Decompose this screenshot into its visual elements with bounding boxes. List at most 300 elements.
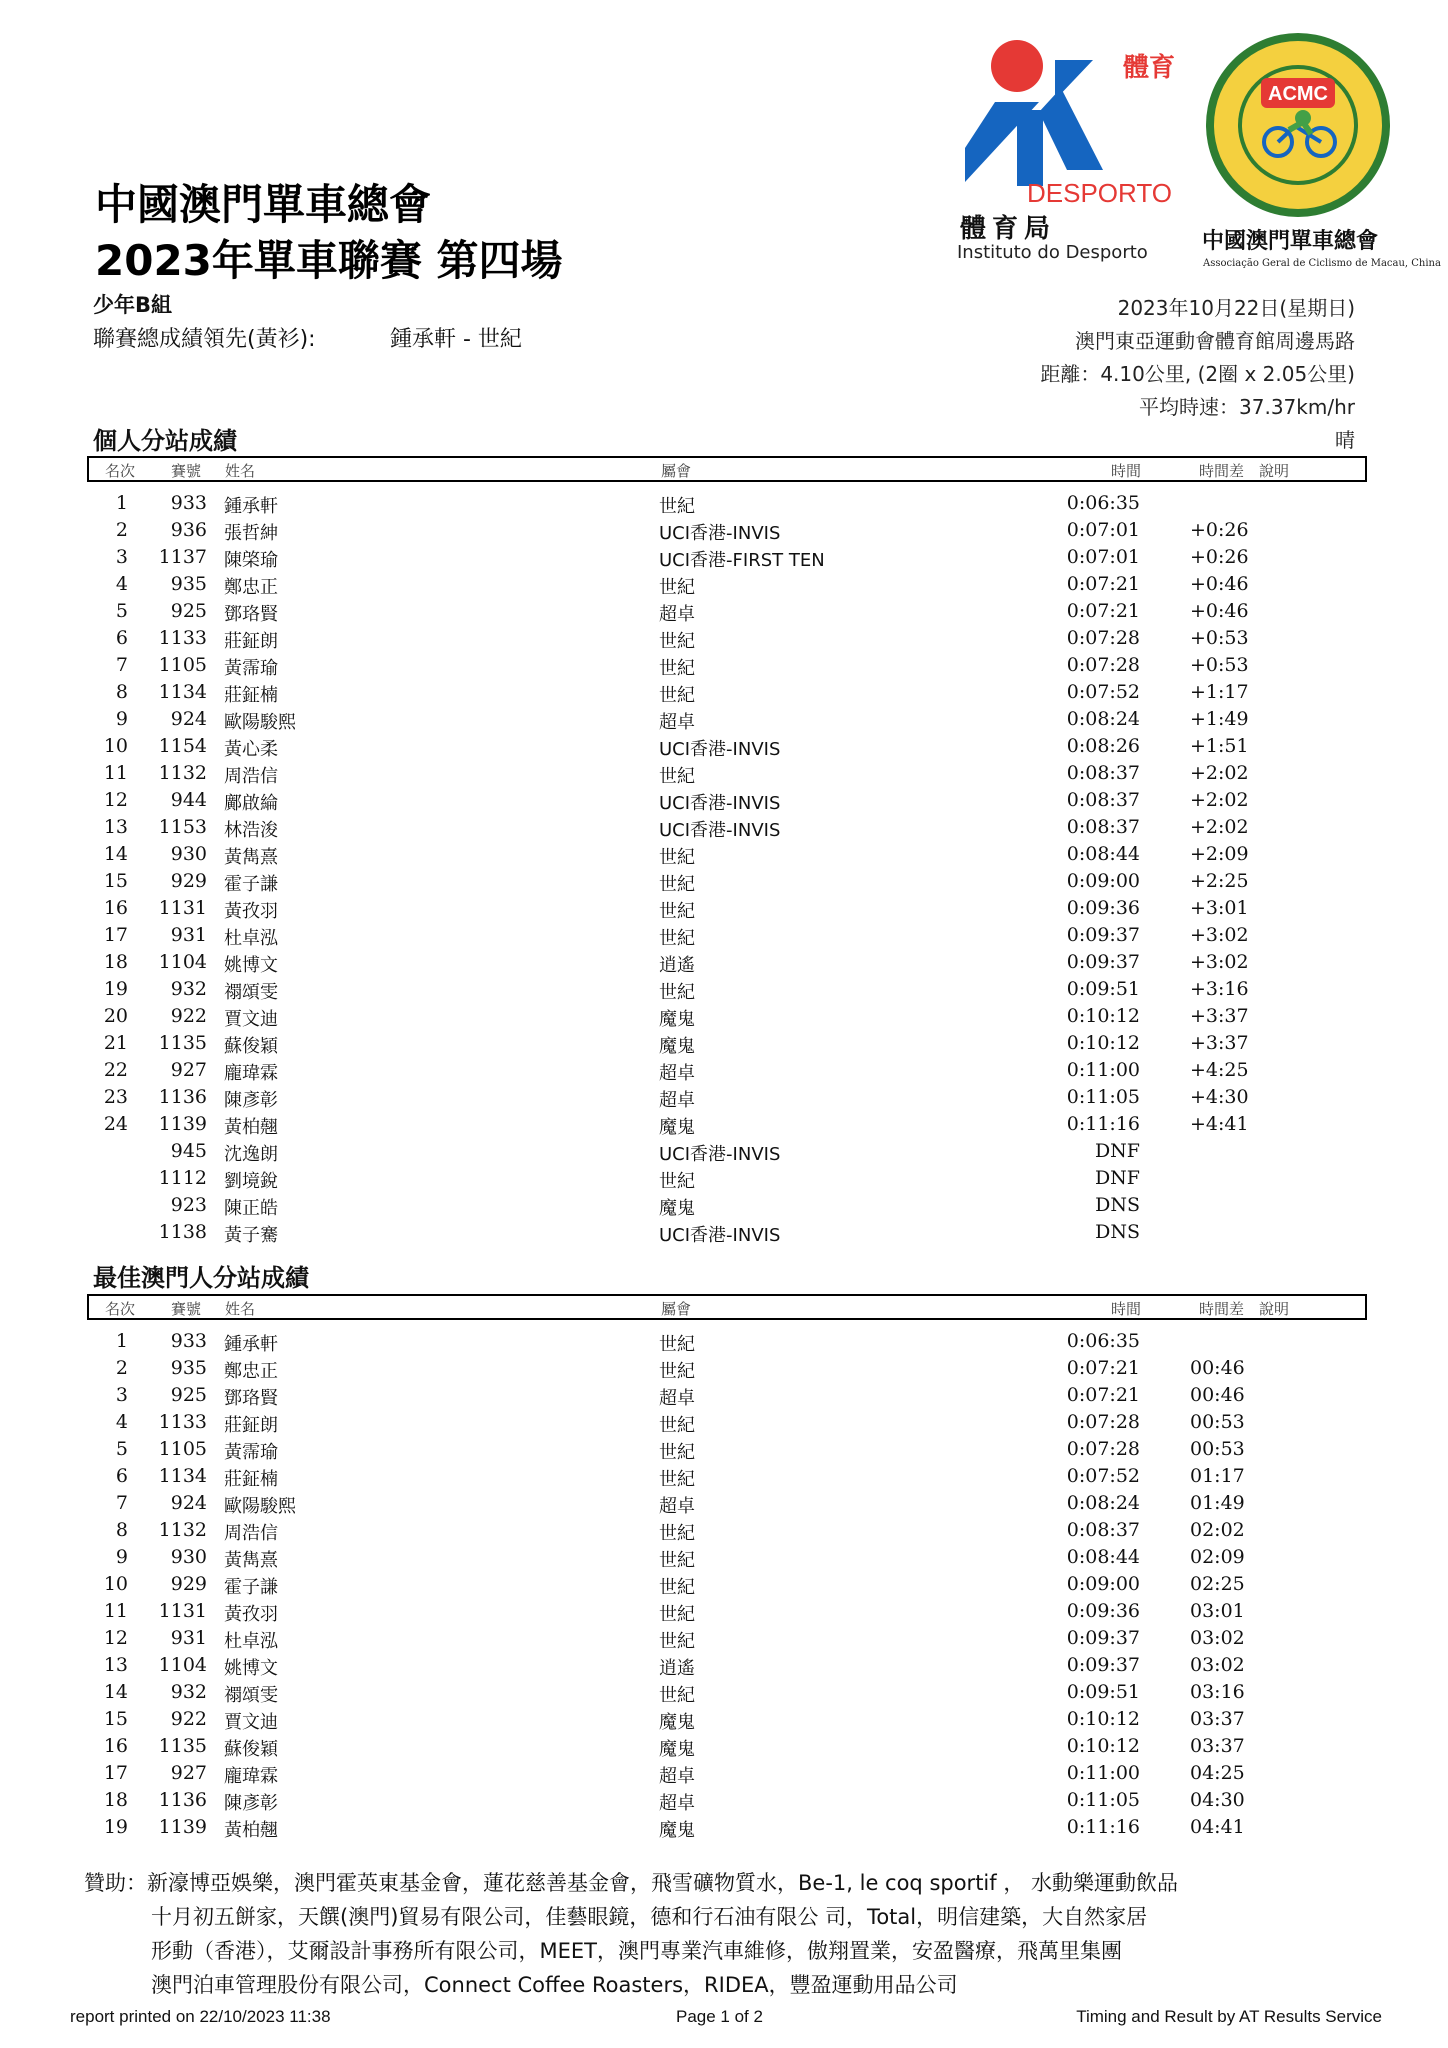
time-cell: 0:10:12	[1066, 1735, 1140, 1757]
time-cell: 0:09:37	[1066, 951, 1140, 973]
time-cell: 0:08:37	[1066, 816, 1140, 838]
team-cell: 世紀	[659, 1442, 695, 1463]
gap-cell: 00:46	[1190, 1384, 1245, 1406]
name-cell: 周浩信	[224, 766, 278, 787]
gap-cell: 00:46	[1190, 1357, 1245, 1379]
rank-cell: 19	[103, 978, 128, 1000]
table-row	[0, 1597, 1448, 1624]
name-cell: 杜卓泓	[224, 928, 278, 949]
gap-cell: 03:02	[1190, 1627, 1245, 1649]
race-date: 2023年10月22日(星期日)	[1117, 296, 1355, 320]
table-row	[0, 1002, 1448, 1029]
time-cell: 0:09:51	[1066, 1681, 1140, 1703]
col-name: 姓名	[225, 462, 256, 480]
rank-cell: 4	[115, 573, 128, 595]
rank-cell: 23	[103, 1086, 128, 1108]
time-cell: 0:07:28	[1066, 1438, 1140, 1460]
gap-cell: +1:17	[1190, 681, 1249, 703]
table-row	[0, 1489, 1448, 1516]
bib-cell: 924	[170, 1492, 207, 1514]
bib-cell: 1139	[158, 1113, 207, 1135]
team-cell: 超卓	[659, 1388, 695, 1409]
bib-cell: 924	[170, 708, 207, 730]
bib-cell: 1131	[158, 1600, 207, 1622]
rank-cell: 6	[115, 627, 128, 649]
name-cell: 黃柏翹	[224, 1820, 278, 1841]
rank-cell: 16	[103, 897, 128, 919]
team-cell: 超卓	[659, 1766, 695, 1787]
time-cell: DNS	[1095, 1221, 1140, 1243]
rank-cell: 7	[115, 654, 128, 676]
name-cell: 姚博文	[224, 955, 278, 976]
gap-cell: +2:25	[1190, 870, 1249, 892]
rank-cell: 15	[103, 1708, 128, 1730]
rank-cell: 1	[115, 492, 128, 514]
sponsor-line: 形動（香港），艾爾設計事務所有限公司，MEET，澳門專業汽車維修，傲翔置業，安盈醫療，飛萬里集團	[151, 1939, 1122, 1963]
rank-cell: 6	[115, 1465, 128, 1487]
rank-cell: 10	[103, 1573, 128, 1595]
name-cell: 黃心柔	[224, 739, 278, 760]
rank-cell: 7	[115, 1492, 128, 1514]
name-cell: 林浩浚	[224, 820, 278, 841]
time-cell: 0:09:37	[1066, 1654, 1140, 1676]
name-cell: 沈逸朗	[224, 1144, 278, 1165]
time-cell: 0:07:01	[1066, 546, 1140, 568]
race-distance: 距離：4.10公里, (2圈 x 2.05公里)	[1040, 362, 1355, 386]
acmc-abbr: ACMC	[1268, 83, 1328, 105]
gap-cell: +3:37	[1190, 1005, 1249, 1027]
name-cell: 龐瑋霖	[224, 1766, 278, 1787]
name-cell: 蘇俊穎	[224, 1036, 278, 1057]
team-cell: UCI香港-INVIS	[659, 739, 781, 760]
bib-cell: 930	[170, 1546, 207, 1568]
team-cell: 世紀	[659, 1604, 695, 1625]
time-cell: 0:06:35	[1066, 1330, 1140, 1352]
team-cell: 逍遙	[659, 1658, 695, 1679]
table-row	[0, 1029, 1448, 1056]
rank-cell: 15	[103, 870, 128, 892]
name-cell: 黃柏翹	[224, 1117, 278, 1138]
rank-cell: 8	[115, 1519, 128, 1541]
name-cell: 莊鉦朗	[224, 631, 278, 652]
race-weather: 晴	[1335, 428, 1355, 452]
gap-cell: +3:16	[1190, 978, 1249, 1000]
table-row	[0, 975, 1448, 1002]
team-cell: 世紀	[659, 496, 695, 517]
name-cell: 莊鉦楠	[224, 685, 278, 706]
name-cell: 黃雋熹	[224, 1550, 278, 1571]
team-cell: 世紀	[659, 874, 695, 895]
time-cell: 0:07:28	[1066, 627, 1140, 649]
timing-credit: Timing and Result by AT Results Service	[1076, 2007, 1382, 2026]
name-cell: 鄭忠正	[224, 1361, 278, 1382]
time-cell: 0:11:16	[1066, 1816, 1140, 1838]
name-cell: 歐陽駿熙	[224, 712, 296, 733]
desporto-cn-label: 體育局	[960, 214, 1057, 244]
table-header-macau	[87, 1294, 1367, 1320]
name-cell: 黃霈瑜	[224, 658, 278, 679]
bib-cell: 1138	[158, 1221, 207, 1243]
time-cell: 0:09:00	[1066, 1573, 1140, 1595]
sponsor-line: 贊助：新濠博亞娛樂，澳門霍英東基金會，蓮花慈善基金會，飛雪礦物質水，Be-1, le coq sportif ， 水動樂運動飲品	[84, 1871, 1179, 1895]
table-row	[0, 1543, 1448, 1570]
team-cell: UCI香港-INVIS	[659, 820, 781, 841]
rank-cell: 17	[103, 1762, 128, 1784]
bib-cell: 1136	[158, 1789, 207, 1811]
col-note: 說明	[1259, 462, 1290, 480]
team-cell: 世紀	[659, 1550, 695, 1571]
bib-cell: 1134	[158, 1465, 207, 1487]
table-row	[0, 813, 1448, 840]
bib-cell: 932	[170, 978, 207, 1000]
team-cell: 世紀	[659, 1469, 695, 1490]
gap-cell: +0:53	[1190, 627, 1249, 649]
table-row	[0, 921, 1448, 948]
table-row	[0, 570, 1448, 597]
gap-cell: +0:46	[1190, 573, 1249, 595]
gap-cell: +2:09	[1190, 843, 1249, 865]
bib-cell: 923	[170, 1194, 207, 1216]
gap-cell: +2:02	[1190, 816, 1249, 838]
rank-cell: 2	[115, 1357, 128, 1379]
table-row	[0, 1651, 1448, 1678]
table-row	[0, 1462, 1448, 1489]
table-row	[0, 1786, 1448, 1813]
name-cell: 黃孜羽	[224, 901, 278, 922]
name-cell: 鄺啟綸	[224, 793, 278, 814]
gap-cell: +0:53	[1190, 654, 1249, 676]
rank-cell: 20	[103, 1005, 128, 1027]
rank-cell: 3	[115, 1384, 128, 1406]
acmc-pt-label: Associação Geral de Ciclismo de Macau, China	[1203, 258, 1441, 269]
rank-cell: 11	[103, 762, 128, 784]
bib-cell: 1154	[158, 735, 207, 757]
rank-cell: 2	[115, 519, 128, 541]
name-cell: 禤頌雯	[224, 982, 278, 1003]
time-cell: 0:07:28	[1066, 654, 1140, 676]
bib-cell: 944	[170, 789, 207, 811]
table-row	[0, 1327, 1448, 1354]
table-row	[0, 516, 1448, 543]
name-cell: 賈文迪	[224, 1712, 278, 1733]
name-cell: 劉境銳	[224, 1171, 278, 1192]
time-cell: 0:11:05	[1066, 1789, 1140, 1811]
bib-cell: 935	[170, 1357, 207, 1379]
bib-cell: 922	[170, 1708, 207, 1730]
team-cell: 魔鬼	[659, 1198, 695, 1219]
name-cell: 杜卓泓	[224, 1631, 278, 1652]
col-note: 說明	[1259, 1300, 1290, 1318]
sponsor-line: 澳門泊車管理股份有限公司，Connect Coffee Roasters，RIDEA，豐盈運動用品公司	[151, 1973, 958, 1997]
bib-cell: 1132	[158, 1519, 207, 1541]
rank-cell: 18	[103, 1789, 128, 1811]
table-row	[0, 1381, 1448, 1408]
time-cell: 0:07:28	[1066, 1411, 1140, 1433]
team-cell: 世紀	[659, 631, 695, 652]
team-cell: 世紀	[659, 577, 695, 598]
time-cell: 0:09:36	[1066, 1600, 1140, 1622]
col-time: 時間	[1111, 462, 1142, 480]
table-row	[0, 759, 1448, 786]
col-gap: 時間差	[1199, 1300, 1245, 1318]
table-row	[0, 543, 1448, 570]
col-gap: 時間差	[1199, 462, 1245, 480]
rank-cell: 17	[103, 924, 128, 946]
gap-cell: +0:26	[1190, 546, 1249, 568]
team-cell: 世紀	[659, 1523, 695, 1544]
col-name: 姓名	[225, 1300, 256, 1318]
table-row	[0, 1137, 1448, 1164]
rank-cell: 8	[115, 681, 128, 703]
desporto-pt-label: Instituto do Desporto	[957, 242, 1148, 263]
bib-cell: 929	[170, 870, 207, 892]
col-team: 屬會	[661, 1300, 692, 1318]
gap-cell: +3:02	[1190, 924, 1249, 946]
rank-cell: 22	[103, 1059, 128, 1081]
team-cell: UCI香港-INVIS	[659, 523, 781, 544]
time-cell: 0:07:21	[1066, 573, 1140, 595]
time-cell: 0:08:26	[1066, 735, 1140, 757]
gap-cell: 00:53	[1190, 1411, 1245, 1433]
time-cell: 0:07:21	[1066, 600, 1140, 622]
name-cell: 鄭忠正	[224, 577, 278, 598]
race-venue: 澳門東亞運動會體育館周邊馬路	[1075, 329, 1355, 353]
team-cell: 魔鬼	[659, 1117, 695, 1138]
bib-cell: 933	[170, 492, 207, 514]
table-row	[0, 1218, 1448, 1245]
rank-cell: 9	[115, 1546, 128, 1568]
bib-cell: 933	[170, 1330, 207, 1352]
gap-cell: 03:02	[1190, 1654, 1245, 1676]
gap-cell: +1:51	[1190, 735, 1249, 757]
gap-cell: +0:26	[1190, 519, 1249, 541]
time-cell: DNF	[1094, 1167, 1140, 1189]
time-cell: 0:08:37	[1066, 762, 1140, 784]
bib-cell: 1136	[158, 1086, 207, 1108]
gap-cell: 01:17	[1190, 1465, 1245, 1487]
table-row	[0, 1056, 1448, 1083]
gap-cell: +4:41	[1190, 1113, 1249, 1135]
table-row	[0, 1408, 1448, 1435]
rank-cell: 12	[103, 1627, 128, 1649]
team-cell: 魔鬼	[659, 1820, 695, 1841]
rank-cell: 9	[115, 708, 128, 730]
table-row	[0, 1191, 1448, 1218]
name-cell: 鄧珞賢	[224, 1388, 278, 1409]
rank-cell: 12	[103, 789, 128, 811]
table-row	[0, 1516, 1448, 1543]
team-cell: 超卓	[659, 604, 695, 625]
team-cell: 超卓	[659, 1063, 695, 1084]
bib-cell: 1135	[158, 1735, 207, 1757]
col-time: 時間	[1111, 1300, 1142, 1318]
individual-results-table	[0, 489, 1448, 1245]
team-cell: UCI香港-INVIS	[659, 793, 781, 814]
name-cell: 陳彥彰	[224, 1090, 278, 1111]
name-cell: 周浩信	[224, 1523, 278, 1544]
table-row	[0, 489, 1448, 516]
time-cell: 0:08:37	[1066, 789, 1140, 811]
team-cell: 魔鬼	[659, 1009, 695, 1030]
name-cell: 陳彥彰	[224, 1793, 278, 1814]
col-bib: 賽號	[171, 1300, 202, 1318]
team-cell: 世紀	[659, 847, 695, 868]
gap-cell: 04:41	[1190, 1816, 1245, 1838]
time-cell: 0:08:37	[1066, 1519, 1140, 1541]
acmc-cn-label: 中國澳門單車總會	[1202, 229, 1379, 254]
time-cell: 0:09:36	[1066, 897, 1140, 919]
gap-cell: 00:53	[1190, 1438, 1245, 1460]
table-row	[0, 894, 1448, 921]
sponsor-line: 十月初五餅家，天饌(澳門)貿易有限公司，佳藝眼鏡，德和行石油有限公 司，Total，明信建築，大自然家居	[151, 1905, 1148, 1929]
time-cell: 0:10:12	[1066, 1708, 1140, 1730]
time-cell: 0:07:52	[1066, 681, 1140, 703]
name-cell: 陳正皓	[224, 1198, 278, 1219]
printed-timestamp: report printed on 22/10/2023 11:38	[70, 2007, 331, 2026]
gap-cell: +3:02	[1190, 951, 1249, 973]
leader-name: 鍾承軒 - 世紀	[390, 327, 522, 352]
rank-cell: 13	[103, 1654, 128, 1676]
team-cell: 世紀	[659, 982, 695, 1003]
table-row	[0, 1759, 1448, 1786]
table-header-individual	[87, 456, 1367, 482]
time-cell: 0:08:24	[1066, 708, 1140, 730]
bib-cell: 1105	[158, 654, 207, 676]
bib-cell: 945	[170, 1140, 207, 1162]
team-cell: 超卓	[659, 1793, 695, 1814]
team-cell: 魔鬼	[659, 1036, 695, 1057]
gap-cell: +4:30	[1190, 1086, 1249, 1108]
team-cell: 世紀	[659, 1415, 695, 1436]
rank-cell: 3	[115, 546, 128, 568]
bib-cell: 932	[170, 1681, 207, 1703]
name-cell: 黃子騫	[224, 1225, 278, 1246]
bib-cell: 1139	[158, 1816, 207, 1838]
bib-cell: 1137	[158, 546, 207, 568]
rank-cell: 5	[115, 1438, 128, 1460]
table-row	[0, 1110, 1448, 1137]
rank-cell: 24	[103, 1113, 128, 1135]
name-cell: 鍾承軒	[224, 496, 278, 517]
section-individual-title: 個人分站成績	[93, 427, 237, 455]
gap-cell: 03:37	[1190, 1708, 1245, 1730]
bib-cell: 931	[170, 924, 207, 946]
section-macau-title: 最佳澳門人分站成績	[93, 1264, 309, 1292]
gap-cell: 03:01	[1190, 1600, 1245, 1622]
table-row	[0, 840, 1448, 867]
bib-cell: 925	[170, 1384, 207, 1406]
gap-cell: +3:37	[1190, 1032, 1249, 1054]
name-cell: 莊鉦朗	[224, 1415, 278, 1436]
table-row	[0, 1813, 1448, 1840]
gap-cell: +2:02	[1190, 789, 1249, 811]
bib-cell: 1134	[158, 681, 207, 703]
team-cell: 超卓	[659, 712, 695, 733]
acmc-logo	[1203, 30, 1393, 220]
bib-cell: 922	[170, 1005, 207, 1027]
rank-cell: 19	[103, 1816, 128, 1838]
col-rank: 名次	[105, 1300, 136, 1318]
time-cell: 0:10:12	[1066, 1005, 1140, 1027]
team-cell: 世紀	[659, 1631, 695, 1652]
name-cell: 黃霈瑜	[224, 1442, 278, 1463]
name-cell: 霍子謙	[224, 874, 278, 895]
event-title: 2023年單車聯賽 第四場	[95, 236, 563, 285]
bib-cell: 935	[170, 573, 207, 595]
time-cell: 0:07:52	[1066, 1465, 1140, 1487]
name-cell: 莊鉦楠	[224, 1469, 278, 1490]
gap-cell: 03:37	[1190, 1735, 1245, 1757]
team-cell: 世紀	[659, 1361, 695, 1382]
table-row	[0, 867, 1448, 894]
time-cell: DNS	[1095, 1194, 1140, 1216]
time-cell: 0:07:21	[1066, 1384, 1140, 1406]
time-cell: 0:11:00	[1066, 1059, 1140, 1081]
category-label: 少年B組	[93, 293, 173, 317]
gap-cell: 04:30	[1190, 1789, 1245, 1811]
team-cell: 逍遙	[659, 955, 695, 976]
rank-cell: 14	[103, 1681, 128, 1703]
name-cell: 陳棨瑜	[224, 550, 278, 571]
macau-results-table	[0, 1327, 1448, 1840]
time-cell: 0:09:37	[1066, 924, 1140, 946]
team-cell: UCI香港-INVIS	[659, 1225, 781, 1246]
team-cell: 世紀	[659, 1577, 695, 1598]
table-row	[0, 651, 1448, 678]
gap-cell: 03:16	[1190, 1681, 1245, 1703]
team-cell: 超卓	[659, 1090, 695, 1111]
desporto-side-text: 體育	[1123, 53, 1176, 83]
name-cell: 黃雋熹	[224, 847, 278, 868]
team-cell: 世紀	[659, 1685, 695, 1706]
name-cell: 霍子謙	[224, 1577, 278, 1598]
name-cell: 歐陽駿熙	[224, 1496, 296, 1517]
table-row	[0, 732, 1448, 759]
team-cell: 世紀	[659, 1334, 695, 1355]
bib-cell: 1132	[158, 762, 207, 784]
document-title: 中國澳門單車總會	[95, 180, 432, 229]
rank-cell: 21	[103, 1032, 128, 1054]
bib-cell: 931	[170, 1627, 207, 1649]
table-row	[0, 705, 1448, 732]
team-cell: 世紀	[659, 1171, 695, 1192]
bib-cell: 1104	[158, 1654, 207, 1676]
bib-cell: 925	[170, 600, 207, 622]
desporto-word: DESPORTO	[1027, 178, 1172, 208]
table-row	[0, 1164, 1448, 1191]
table-row	[0, 1083, 1448, 1110]
time-cell: 0:09:51	[1066, 978, 1140, 1000]
name-cell: 禤頌雯	[224, 1685, 278, 1706]
team-cell: UCI香港-FIRST TEN	[659, 550, 825, 571]
name-cell: 賈文迪	[224, 1009, 278, 1030]
table-row	[0, 678, 1448, 705]
gap-cell: +2:02	[1190, 762, 1249, 784]
time-cell: 0:11:16	[1066, 1113, 1140, 1135]
rank-cell: 13	[103, 816, 128, 838]
rank-cell: 10	[103, 735, 128, 757]
race-avg-speed: 平均時速：37.37km/hr	[1139, 395, 1355, 419]
bib-cell: 927	[170, 1059, 207, 1081]
bib-cell: 1135	[158, 1032, 207, 1054]
team-cell: 魔鬼	[659, 1712, 695, 1733]
team-cell: 世紀	[659, 928, 695, 949]
gap-cell: +1:49	[1190, 708, 1249, 730]
time-cell: 0:11:05	[1066, 1086, 1140, 1108]
table-row	[0, 597, 1448, 624]
bib-cell: 1112	[158, 1167, 207, 1189]
team-cell: 世紀	[659, 901, 695, 922]
